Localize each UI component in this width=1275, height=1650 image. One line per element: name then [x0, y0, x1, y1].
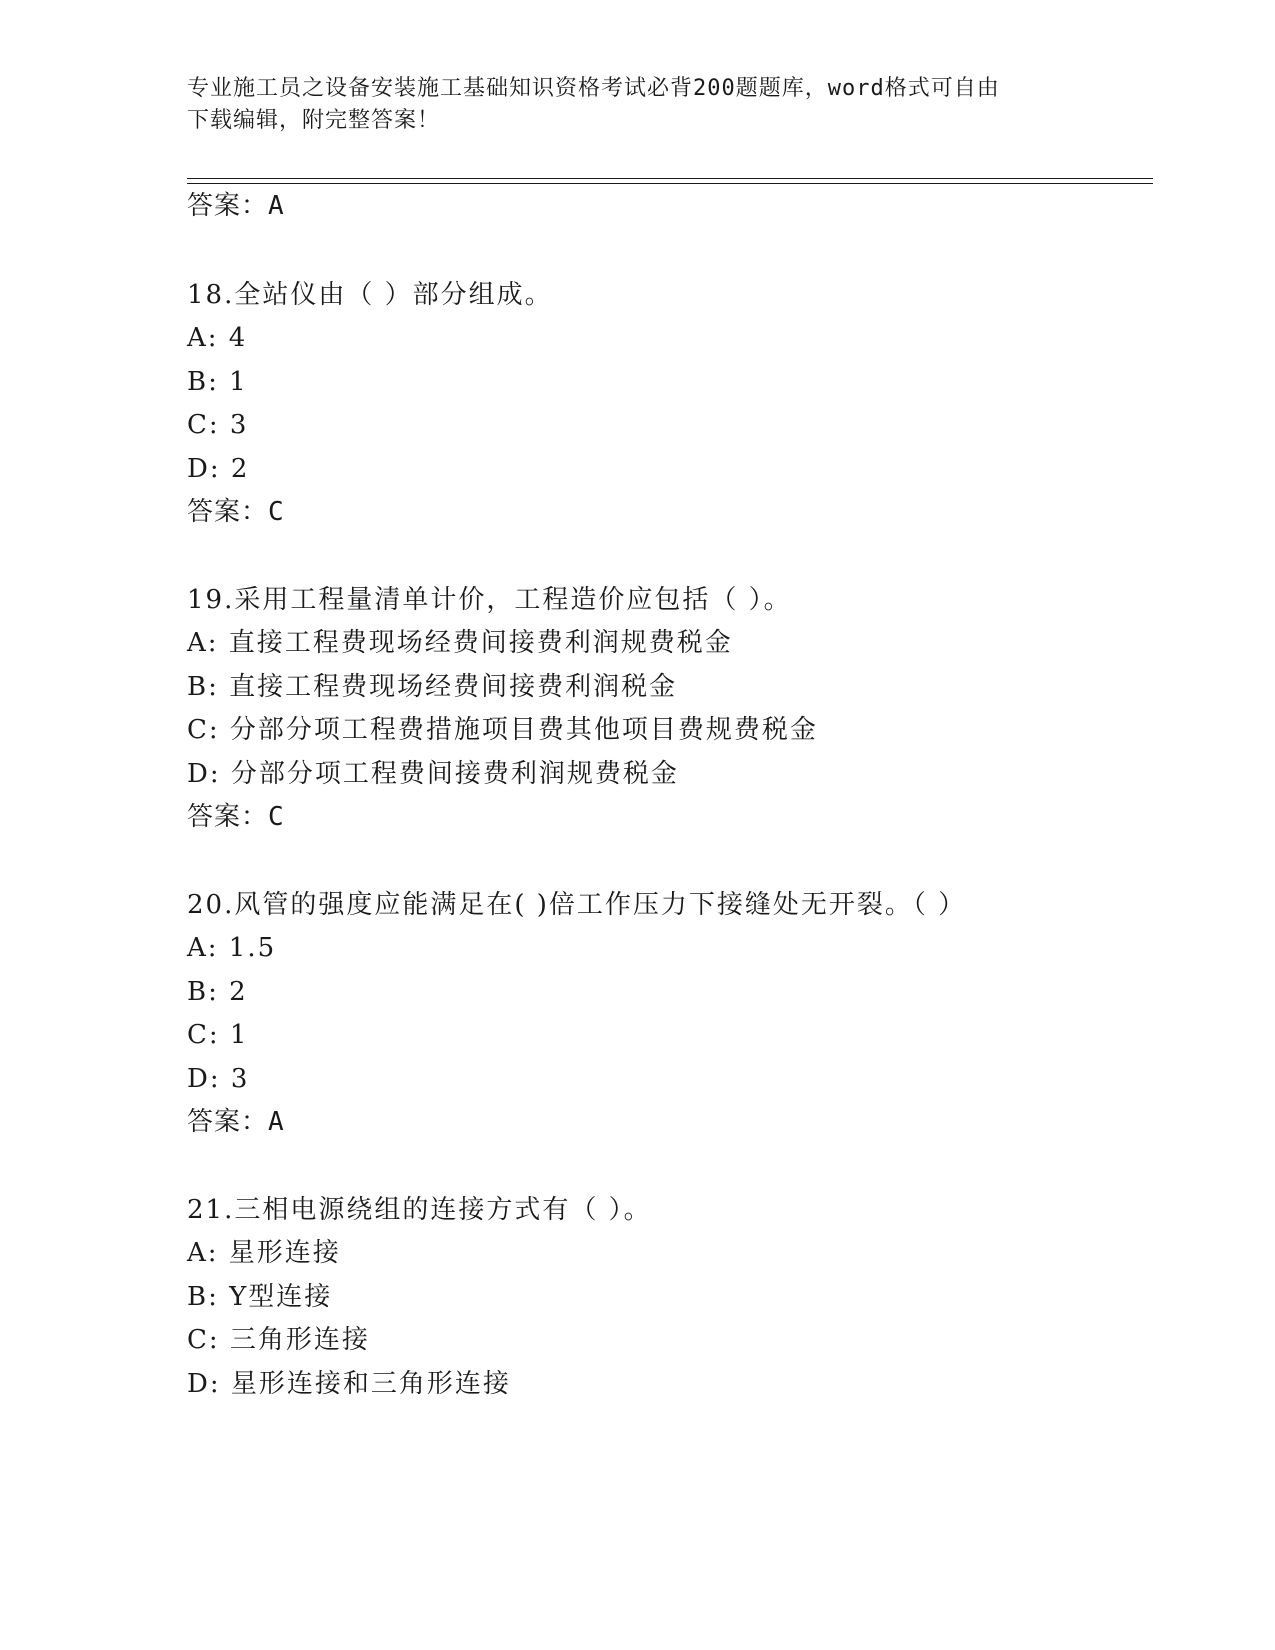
question-18-text: 18.全站仪由（ ）部分组成。	[187, 280, 553, 310]
question-21-option-c: C: 三角形连接	[187, 1325, 370, 1355]
header-divider-top	[187, 178, 1153, 179]
question-18-option-d: D: 2	[187, 454, 250, 484]
answer-17: 答案：A	[187, 191, 285, 221]
question-20-option-c: C: 1	[187, 1020, 249, 1050]
question-19-option-d: D: 分部分项工程费间接费利润规费税金	[187, 759, 679, 789]
question-19-option-a: A: 直接工程费现场经费间接费利润规费税金	[187, 628, 733, 658]
header-line-1: 专业施工员之设备安装施工基础知识资格考试必背200题题库，word格式可自由	[187, 76, 1000, 101]
question-21-option-d: D: 星形连接和三角形连接	[187, 1369, 511, 1399]
question-21-text: 21.三相电源绕组的连接方式有（ ）。	[187, 1195, 652, 1225]
question-20-option-b: B: 2	[187, 977, 248, 1007]
question-19-option-c: C: 分部分项工程费措施项目费其他项目费规费税金	[187, 715, 818, 745]
question-20-option-a: A: 1.5	[187, 933, 277, 963]
document-header	[187, 73, 1087, 137]
question-18-option-a: A: 4	[187, 323, 248, 353]
question-19-text: 19.采用工程量清单计价，工程造价应包括（ ）。	[187, 585, 792, 615]
question-21-option-a: A: 星形连接	[187, 1238, 341, 1268]
question-19-option-b: B: 直接工程费现场经费间接费利润税金	[187, 672, 678, 702]
question-21-option-b: B: Y型连接	[187, 1282, 333, 1312]
header-line-2: 下载编辑，附完整答案！	[187, 108, 441, 133]
header-divider-bottom	[187, 183, 1153, 184]
answer-19: 答案：C	[187, 802, 285, 832]
answer-18: 答案：C	[187, 497, 285, 527]
question-20-option-d: D: 3	[187, 1064, 250, 1094]
answer-20: 答案：A	[187, 1107, 285, 1137]
question-18-option-b: B: 1	[187, 367, 248, 397]
question-20-text: 20.风管的强度应能满足在( )倍工作压力下接缝处无开裂。（ ）	[187, 890, 967, 920]
question-18-option-c: C: 3	[187, 410, 249, 440]
